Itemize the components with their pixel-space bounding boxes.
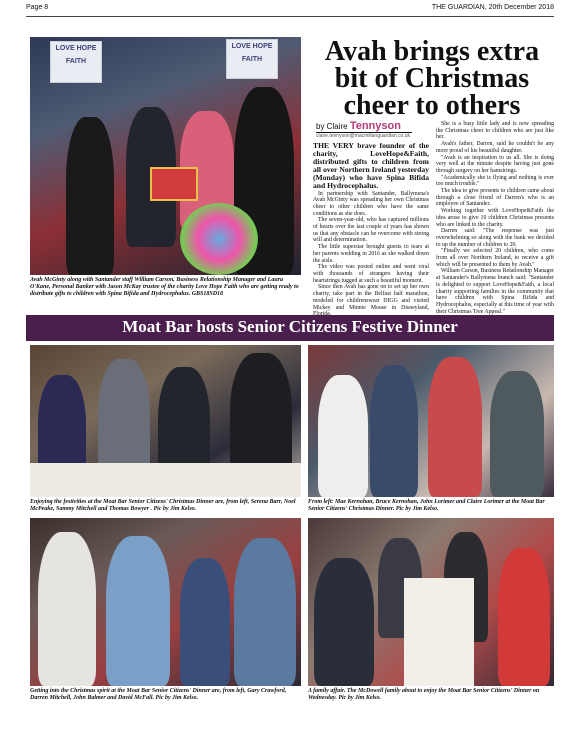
person-figure [428,357,482,497]
moat-photo-4-caption: A family affair. The McDowell family about to enjoy the Moat Bar Senior Citizens' Dinner on Wednesday. Pic by Jim Kelso. [308,688,540,701]
body-paragraph: Darren said: "The response was just overwhelming so along with the bank we decided to up the number of children to 20. [436,228,554,248]
moat-photo-2 [308,345,554,497]
person-figure [370,365,418,497]
moat-photo-4 [308,518,554,686]
header-rule [26,16,554,17]
body-paragraph: "Finally we selected 20 children, who come from all over Northern Ireland, to receive a gift which will be presented to them by Avah." [436,248,554,268]
person-figure [318,375,368,497]
gift-box [150,167,198,201]
page-number: Page 8 [26,4,49,11]
body-paragraph: In partnership with Santander, Ballymena's Avah McGinty was spreading her own Christmas cheer to other children who have the same conditions as she does. [313,190,429,217]
moat-photo-3-caption: Getting into the Christmas spirit at the Moat Bar Senior Citizens' Dinner are, from left, Gary Crawford, Darren Mitchell, John Balmer and David McFall. Pic by Jim Kelso. [30,688,287,701]
person-figure [106,536,170,686]
body-paragraph: The little superstar brought guests to tears at her parents wedding in 2016 as she walked down the aisle. [313,244,429,264]
byline-email: claire.tennyson@macmillanguardian.co.uk [316,133,411,139]
dinner-table [404,578,474,686]
body-paragraph: Working together with LoveHope&Faith the idea arose to give 10 children Christmas presents who are linked to the charity. [436,208,554,228]
headline-line-1: Avah brings extra [324,36,540,67]
body-paragraph: Since then Avah has gone on to set up her own charity, take part in the Belfast half marathon, modeled for childrenswear DIGG and visited Mickey and Minnie Mouse in Disneyland, [313,284,429,311]
lead-paragraph: THE VERY brave founder of the charity, LoveHope&Faith, distributed gifts to children from all over Northern Ireland yesterday (Monday) who have Spina Bifida and Hydrocephalus. [313,141,429,191]
story-headline [310,38,554,119]
charity-sign-text-left: LOVE HOPE FAITH [55,45,97,65]
body-paragraph: "Academically she is flying and nothing is ever too much trouble." [436,174,554,188]
person-figure [234,538,296,686]
body-paragraph: William Carson, Business Relationship Manager at Santander's Ballymena branch said: "Santander is delighted to support LoveHope&Faith, a local charity supporting families in the community that have children with Spina Bifida and Hydrocephalus, especially at this time of year with their Christmas Tree Appeal." [436,268,554,315]
body-paragraph: Avah's father, Darren, said he couldn't be any more proud of his beautiful daughter. [436,141,554,154]
body-paragraph: She is a busy little lady and is now spreading the Christmas cheer to children who are just like her. [436,121,554,141]
avah-photo-caption: Avah McGinty along with Santander staff William Carson, Business Relationship Manager and Laura O'Kane, Personal Banker with Jason McKay trustee of the charity Love Hope Faith who are getting ready to distribute gifts to children with Spina Bifida and Hydrocephalus. GBS18SD18 [30,277,299,297]
person-figure [498,548,550,686]
byline [316,120,412,133]
body-paragraph: The idea to give presents to children came about through a close friend of Darren's who is an employee of Santander. [436,188,554,208]
page-header [26,4,554,16]
publication-dateline: THE GUARDIAN, 20th December 2018 [431,4,554,11]
body-paragraph: The seven-year-old, who has captured millions of hearts over the last couple of years has shown us that any obstacle can be overcome with strong will and determination. [313,217,429,244]
dinner-table [30,463,301,497]
moat-photo-1-caption: Enjoying the festivities at the Moat Bar Senior Citizens' Christmas Dinner are, from left, Serena Barr, Noel McPeake, Sammy Mitchell and Thomas Bowyer . Pic by Jim Kelso. [30,499,296,512]
byline-name: Tennyson [349,120,401,132]
person-figure [38,532,96,686]
section-banner: Moat Bar hosts Senior Citizens Festive Dinner [26,315,554,341]
headline-line-3: cheer to others [343,90,521,121]
person-figure [66,117,114,275]
charity-sign-left [50,41,102,83]
body-paragraph: The video was posted online and went viral with thousands of strangers having their heartstrings tugged at such a beautiful moment. [313,264,429,284]
charity-sign-text-right: LOVE HOPE FAITH [231,43,273,63]
byline-prefix: by Claire [316,122,348,131]
story-column-1 [313,142,429,318]
charity-sign-right [226,39,278,79]
person-figure [180,558,230,686]
moat-photo-3 [30,518,301,686]
moat-photo-1 [30,345,301,497]
person-figure [490,371,544,497]
person-figure [314,558,374,686]
body-paragraph: "Avah is an inspiration to us all. She is doing very well at the minute despite having just gone through surgery on her hamstrings. [436,154,554,174]
moat-photo-2-caption: From left: Mae Kernohan, Bruce Kernohan, John Lorimer and Claire Lorimer at the Moat Bar Senior Citizens' Christmas Dinner. Pic by Jim Kelso. [308,499,545,512]
story-column-2 [436,121,554,315]
headline-line-2: bit of Christmas [334,63,530,94]
wheelchair-wheel [180,203,258,275]
avah-photo [30,37,301,275]
